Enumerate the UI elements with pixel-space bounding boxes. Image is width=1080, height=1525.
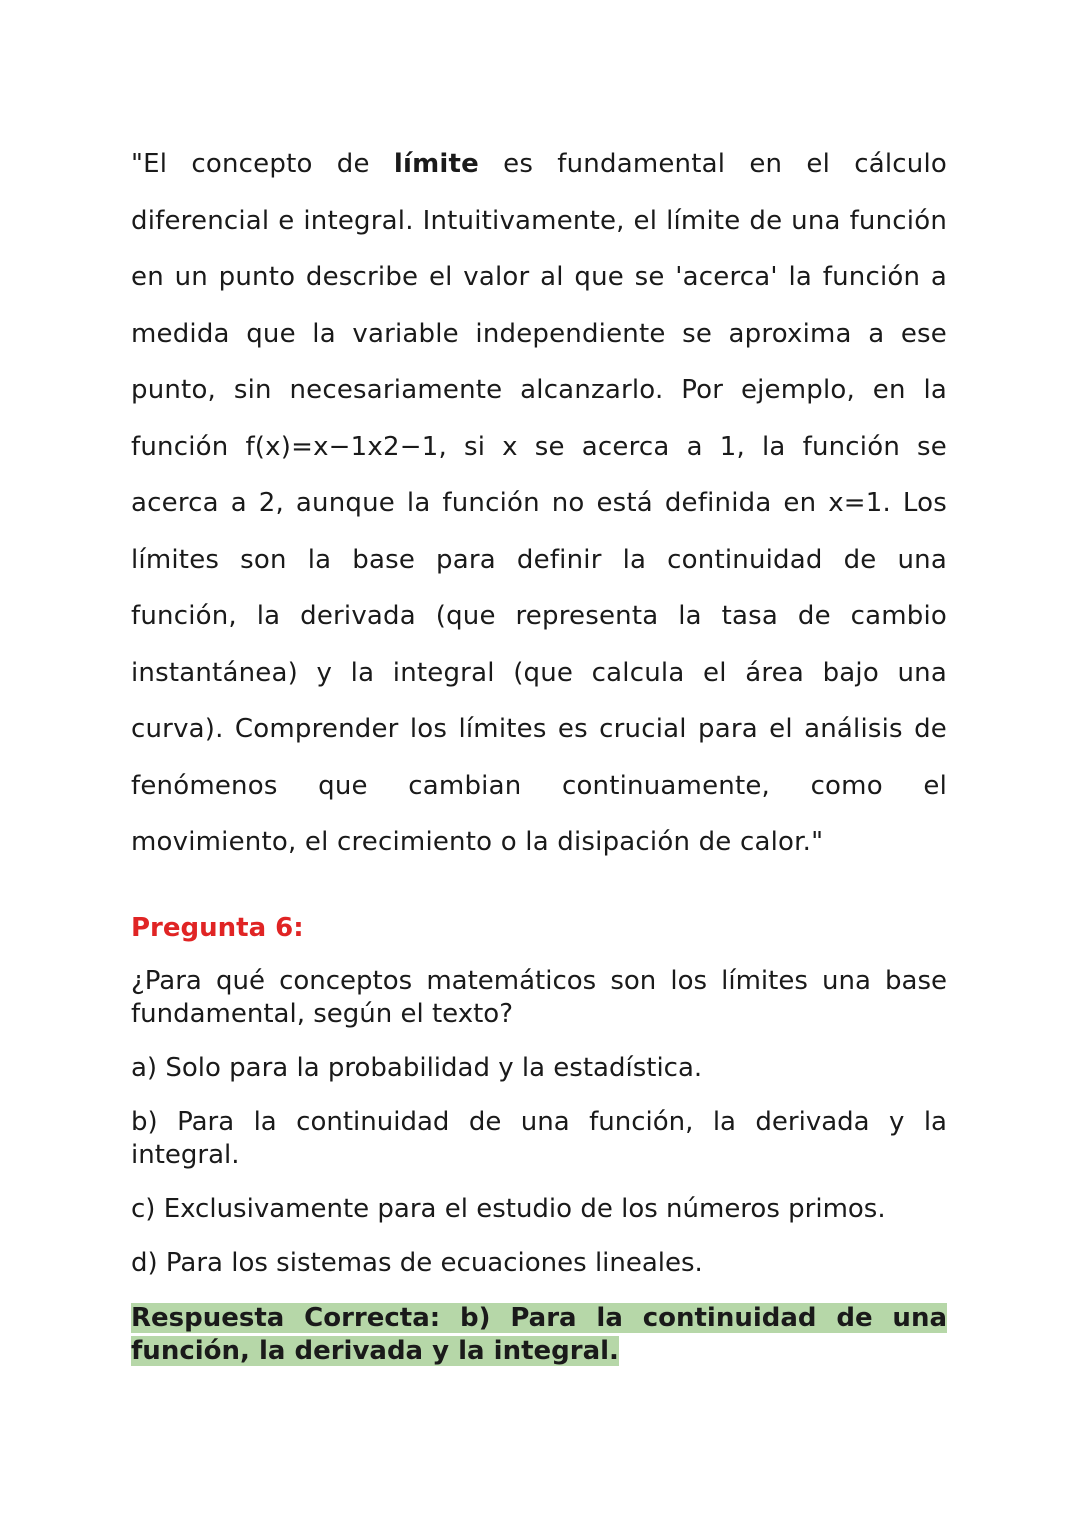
correct-answer <box>131 1302 947 1368</box>
document-page <box>131 136 947 1368</box>
question-text: ¿Para qué conceptos matemáticos son los límites una base fundamental, según el texto? <box>131 965 947 1029</box>
passage-bold-term: límite <box>393 149 479 179</box>
passage-intro: "El concepto de <box>131 149 394 179</box>
option-a: a) Solo para la probabilidad y la estadística. <box>131 1052 703 1083</box>
option-d: d) Para los sistemas de ecuaciones lineales. <box>131 1247 703 1278</box>
correct-answer-highlight: Respuesta Correcta: b) Para la continuidad de una función, la derivada y la integral. <box>131 1302 947 1366</box>
passage-body: es fundamental en el cálculo diferencial e integral. Intuitivamente, el límite de una función en un punto describe el valor al que se 'acerca' la función a medida que la variable independiente se aproxima a ese punto, sin necesariamente alcanzarlo. Por ejemplo, en la función f(x)=x−1x2−1, si x se acerca a 1, la función se acerca a 2, aunque la función no está definida en x=1. Los límites son la base para definir la continuidad de una función, la derivada (que representa la tasa de cambio instantánea) y la integral (que calcula el área bajo una curva). Comprender los límites es crucial para el análisis de fenómenos que cambian continuamente, como el movimiento, el crecimiento o la disipación de calor." <box>131 149 947 857</box>
question-heading: Pregunta 6: <box>131 912 304 943</box>
option-c: c) Exclusivamente para el estudio de los números primos. <box>131 1193 886 1224</box>
option-b: b) Para la continuidad de una función, la derivada y la integral. <box>131 1106 947 1170</box>
reading-passage <box>131 136 947 871</box>
